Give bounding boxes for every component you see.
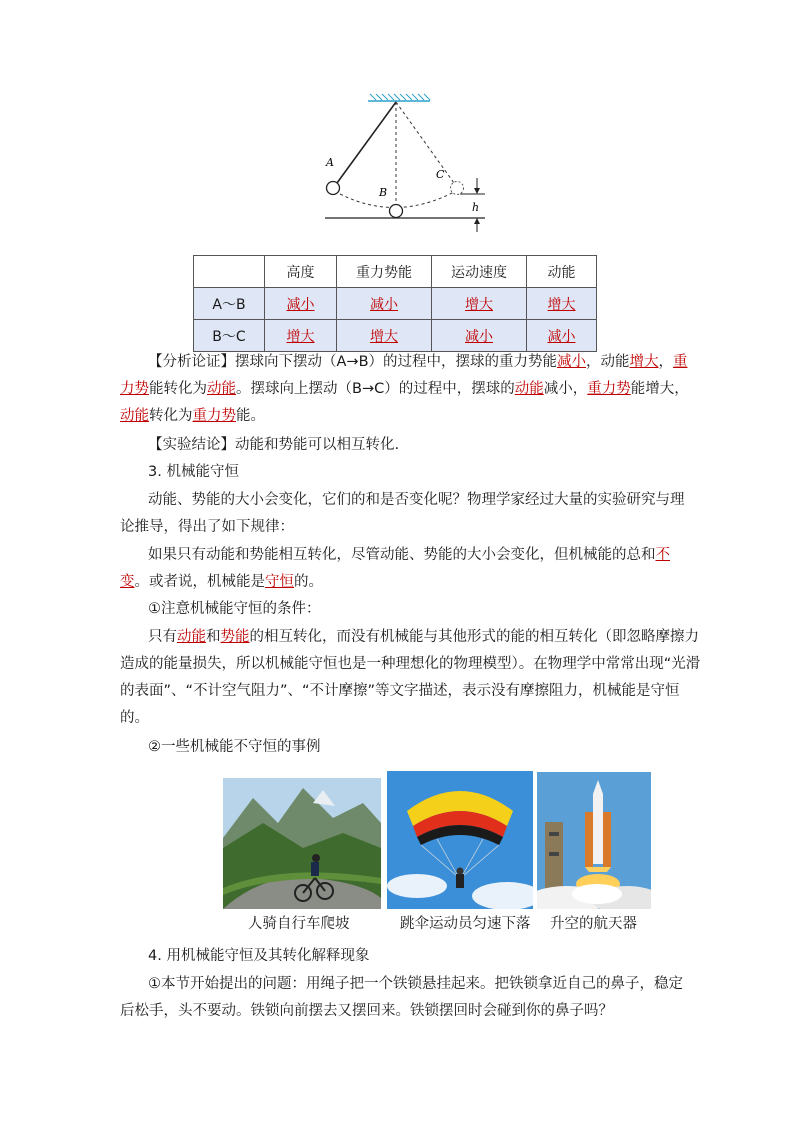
pendulum-diagram <box>320 90 500 235</box>
answer-text: 减小 <box>465 328 493 345</box>
paragraph-4-line-1: ①本节开始提出的问题：用绳子把一个铁锁悬挂起来。把铁锁拿近自己的鼻子，稳定 <box>148 976 683 992</box>
note-1: ①注意机械能守恒的条件： <box>148 601 321 617</box>
answer-text: 增大 <box>286 328 315 345</box>
cyclist-photo <box>223 778 381 909</box>
ball-a <box>327 182 340 195</box>
answer-text: 增大 <box>465 296 493 313</box>
parachute-photo <box>387 771 533 909</box>
table-cell <box>527 320 597 352</box>
heading-4: 4. 用机械能守恒及其转化解释现象 <box>148 948 370 964</box>
heading-3: 3. 机械能守恒 <box>148 464 239 480</box>
label-a: A <box>326 156 334 169</box>
analysis-line-3: 动能转化为重力势能。 <box>120 408 265 424</box>
table-cell <box>337 320 432 352</box>
conclusion: 【实验结论】动能和势能可以相互转化. <box>148 437 400 453</box>
paragraph-3-line-1: 只有动能和势能的相互转化，而没有机械能与其他形式的能的相互转化（即忽略摩擦力 <box>148 629 699 645</box>
paragraph-3-line-3: 的表面”、“不计空气阻力”、“不计摩擦”等文字描述，表示没有摩擦阻力，机械能是守恒 <box>120 683 680 699</box>
caption-spacecraft: 升空的航天器 <box>550 916 637 932</box>
table-cell: A～B <box>194 288 265 320</box>
table-header: 高度 <box>265 256 337 288</box>
note-2: ②一些机械能不守恒的事例 <box>148 739 321 755</box>
table-cell <box>194 256 265 288</box>
table-cell: B～C <box>194 320 265 352</box>
table-cell <box>265 288 337 320</box>
paragraph-3-line-4: 的。 <box>120 710 149 726</box>
table-row <box>194 288 597 320</box>
paragraph-2-line-2: 变。或者说，机械能是守恒的。 <box>120 574 323 590</box>
label-b: B <box>379 186 388 199</box>
table-cell <box>432 320 527 352</box>
paragraph-3-line-2: 造成的能量损失，所以机械能守恒也是一种理想化的物理模型）。在物理学中常常出现“光滑 <box>120 656 701 672</box>
paragraph-2-line-1: 如果只有动能和势能相互转化，尽管动能、势能的大小会变化，但机械能的总和不 <box>148 547 670 563</box>
energy-table <box>193 255 597 352</box>
table-header: 动能 <box>527 256 597 288</box>
table-header: 运动速度 <box>432 256 527 288</box>
paragraph-4-line-2: 后松手，头不要动。铁锁向前摆去又摆回来。铁锁摆回时会碰到你的鼻子吗？ <box>120 1003 613 1019</box>
table-cell <box>265 320 337 352</box>
paragraph-1-line-2: 论推导，得出了如下规律： <box>120 519 294 535</box>
answer-text: 减小 <box>547 328 576 345</box>
ball-c <box>451 182 464 195</box>
table-cell <box>432 288 527 320</box>
analysis-line-1: 【分析论证】摆球向下摆动（A→B）的过程中，摆球的重力势能减小，动能增大，重 <box>148 354 688 370</box>
answer-text: 增大 <box>370 328 398 345</box>
analysis-line-2: 力势能转化为动能。摆球向上摆动（B→C）的过程中，摆球的动能减小，重力势能增大， <box>120 381 689 397</box>
answer-text: 减小 <box>286 296 315 313</box>
label-h: h <box>472 201 480 214</box>
table-row <box>194 320 597 352</box>
table-cell <box>337 288 432 320</box>
answer-text: 增大 <box>547 296 576 313</box>
table-header-row <box>194 256 597 288</box>
label-c: C <box>436 168 445 181</box>
caption-cyclist: 人骑自行车爬坡 <box>248 916 350 932</box>
ball-b <box>390 205 403 218</box>
paragraph-1-line-1: 动能、势能的大小会变化，它们的和是否变化呢？物理学家经过大量的实验研究与理 <box>148 492 685 508</box>
spacecraft-photo <box>537 772 651 909</box>
table-cell <box>527 288 597 320</box>
caption-parachute: 跳伞运动员匀速下落 <box>400 916 531 932</box>
answer-text: 减小 <box>370 296 398 313</box>
table-header: 重力势能 <box>337 256 432 288</box>
